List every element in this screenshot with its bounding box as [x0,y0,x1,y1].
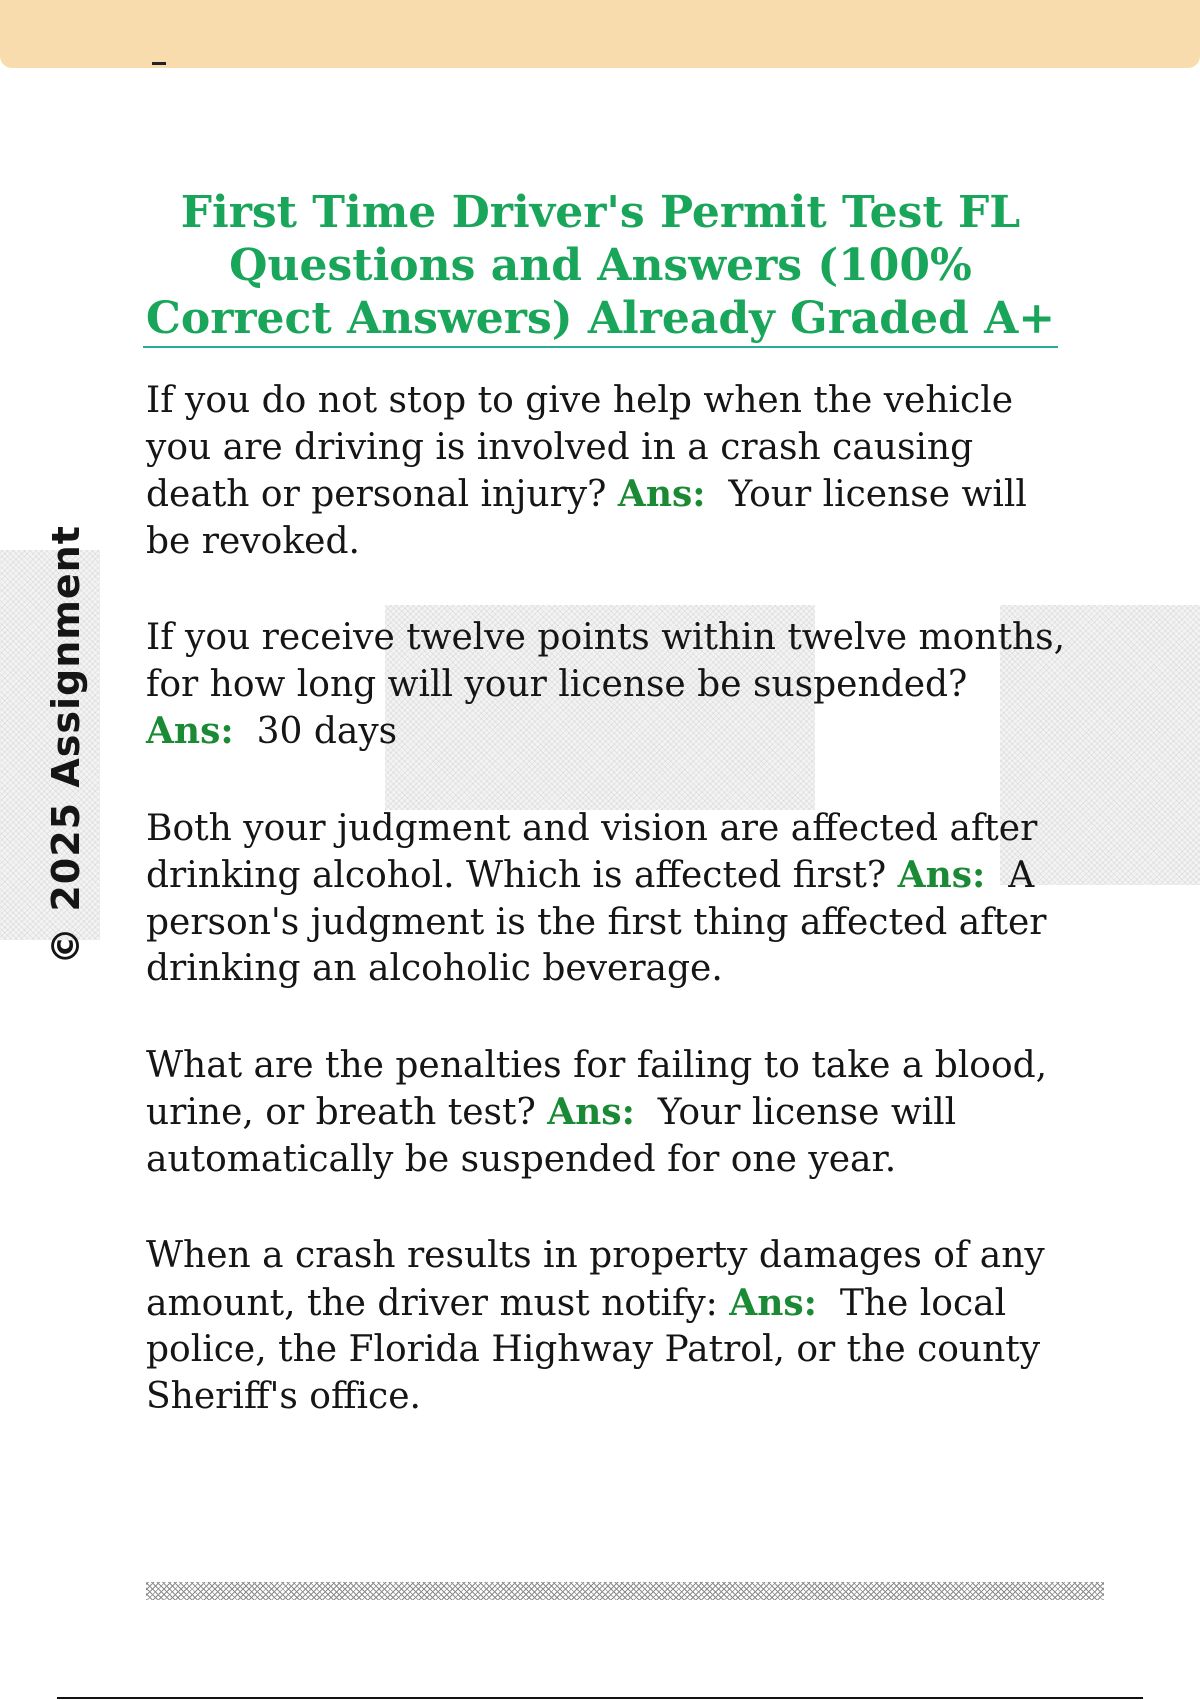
question-text: If you receive twelve points within twelve months, for how long will your license be suspended? [146,617,1066,705]
qa-item-1 [146,378,1066,565]
top-banner [0,0,1200,68]
answer-text: The local police, the Florida Highway Patrol, or the county Sheriff's office. [146,1282,1041,1417]
decorative-squiggle-divider [146,1582,1104,1600]
qa-item-5 [146,1233,1066,1420]
bottom-rule [57,1697,1143,1699]
qa-item-3 [146,806,1066,993]
question-text: If you do not stop to give help when the vehicle you are driving is involved in a crash causing death or personal injury? [146,380,1014,515]
answer-label: Ans: [146,710,234,752]
copyright-watermark: © 2025 Assignment [44,525,88,965]
question-text: What are the penalties for failing to take a blood, urine, or breath test? [146,1044,1048,1133]
banner-mark [152,62,166,65]
answer-label: Ans: [897,854,986,896]
question-text: When a crash results in property damages of any amount, the driver must notify: [146,1235,1045,1324]
qa-item-2 [146,615,1066,756]
document-title: First Time Driver's Permit Test FL Questions and Answers (100% Correct Answers) Already Graded A+ [145,187,1056,344]
answer-text: Your license will be revoked. [146,474,1027,562]
answer-text: 30 days [256,711,398,752]
answer-text: A person's judgment is the first thing affected after drinking an alcoholic beverage. [146,855,1047,989]
qa-item-4 [146,1043,1066,1184]
answer-label: Ans: [729,1281,817,1324]
qa-list [146,378,1066,1470]
answer-label: Ans: [617,473,706,515]
answer-text: Your license will automatically be suspended for one year. [146,1092,957,1180]
title-underline [143,346,1058,348]
question-text: Both your judgment and vision are affected after drinking alcohol. Which is affected first? [146,807,1038,896]
answer-label: Ans: [547,1091,635,1133]
